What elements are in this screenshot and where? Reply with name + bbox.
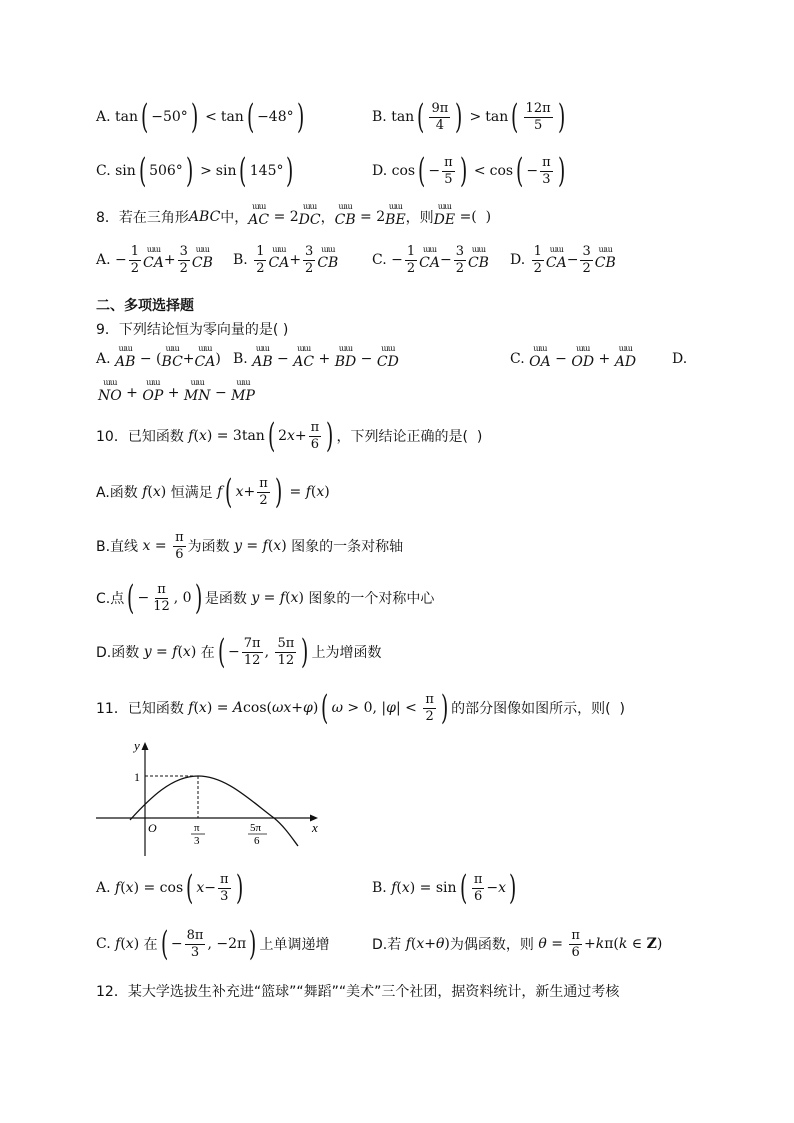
q7-option-d: D. cos ( − $\frac{\pi}{5}$ ) < cos ( − $\frac{\pi}{3}$ ) [372, 151, 565, 191]
q12-stem: 12．某大学选拔生补充进“篮球”“舞蹈”“美术”三个社团，据资料统计，新生通过考核 [96, 984, 620, 1000]
q9-option-d-label: D. [672, 351, 688, 367]
q8-option-a: A. − $\frac{1}{2}$ ɯɯ CA + $\frac{3}{2}$ ɯɯ CB [96, 240, 213, 280]
q11-stem: 11．已知函数 f ( x ) = A cos( ωx + φ ) ( ω > 0, | φ | < $\frac{\pi}{2}$ ) 的部分图像如图所示，则( ) [96, 688, 625, 728]
q9-option-b: B. ɯɯ AB − ɯɯ AC + ɯɯ BD − ɯɯ CD [233, 346, 399, 372]
max-value-label: 1 [134, 770, 140, 784]
q10-option-b: B.直线 x = $\frac{\pi}{6}$ 为函数 y = f ( x ) 图象的一条对称轴 [96, 529, 404, 562]
q10-option-d: D.函数 y = f ( x ) 在 ( − $\frac{7\pi}{12}$ , $\frac{5\pi}{12}$ ) 上为增函数 [96, 632, 382, 672]
cosine-curve [130, 776, 298, 846]
q8-option-b: B. $\frac{1}{2}$ ɯɯ CA + $\frac{3}{2}$ ɯɯ CB [233, 240, 338, 280]
q8-option-c: C. − $\frac{1}{2}$ ɯɯ CA − $\frac{3}{2}$ ɯɯ CB [372, 240, 489, 280]
q9-option-a: A. ɯɯ AB − ( ɯɯ BC + ɯɯ CA ) [96, 346, 221, 372]
origin-label: O [148, 821, 157, 835]
q11-option-d: D.若 f ( x + θ ) 为偶函数，则 θ = $\frac{\pi}{6}$ + k π( k ∈ Z ) [372, 927, 663, 960]
y-axis-label: y [134, 738, 140, 753]
x-axis-label: x [312, 820, 318, 835]
q11-option-c: C. f ( x ) 在 ( − $\frac{8\pi}{3}$ , −2π ) 上单调递增 [96, 924, 330, 964]
section-heading: 二、多项选择题 [96, 298, 194, 314]
zero-x-denominator: 6 [254, 835, 260, 847]
q9-option-d-expr: ɯɯ NO + ɯɯ OP + ɯɯ MN − ɯɯ MP [98, 380, 255, 406]
q8-stem: 8．若在三角形 ABC 中， ɯɯ AC = 2 ɯɯ DC ， ɯɯ CB = 2 ɯɯ BE ，则 ɯɯ DE =( ) [96, 204, 491, 230]
q8-option-d: D. $\frac{1}{2}$ ɯɯ CA − $\frac{3}{2}$ ɯɯ CB [510, 240, 616, 280]
zero-x-numerator: 5π [250, 822, 262, 834]
y-axis-arrow [142, 742, 149, 750]
peak-x-numerator: π [194, 822, 200, 834]
peak-x-denominator: 3 [194, 835, 200, 847]
q9-stem: 9．下列结论恒为零向量的是( ) [96, 322, 289, 338]
q7-option-c: C. sin ( 506° ) > sin ( 145° ) [96, 151, 294, 191]
q7-option-b: B. tan ( $\frac{9\pi}{4}$ ) > tan ( $\frac{12\pi}{5}$ ) [372, 97, 565, 137]
q10-option-c: C.点 ( − $\frac{\pi}{12}$ , 0 ) 是函数 y = f ( x ) 图象的一个对称中心 [96, 578, 435, 618]
function-graph [90, 738, 330, 863]
q10-option-a: A.函数 f ( x ) 恒满足 f ( x + $\frac{\pi}{2}$ ) = f ( x ) [96, 472, 330, 512]
q11-option-b: B. f ( x ) = sin ( $\frac{\pi}{6}$ − x ) [372, 868, 517, 908]
q11-option-a: A. f ( x ) = cos ( x − $\frac{\pi}{3}$ ) [96, 868, 243, 908]
q10-stem: 10．已知函数 f ( x ) = 3tan ( 2 x + $\frac{\pi}{6}$ ) ，下列结论正确的是( ) [96, 416, 483, 456]
q7-option-a: A. tan ( −50° ) < tan ( −48° ) [96, 97, 304, 137]
q9-option-c: C. ɯɯ OA − ɯɯ OD + ɯɯ AD [510, 346, 636, 372]
